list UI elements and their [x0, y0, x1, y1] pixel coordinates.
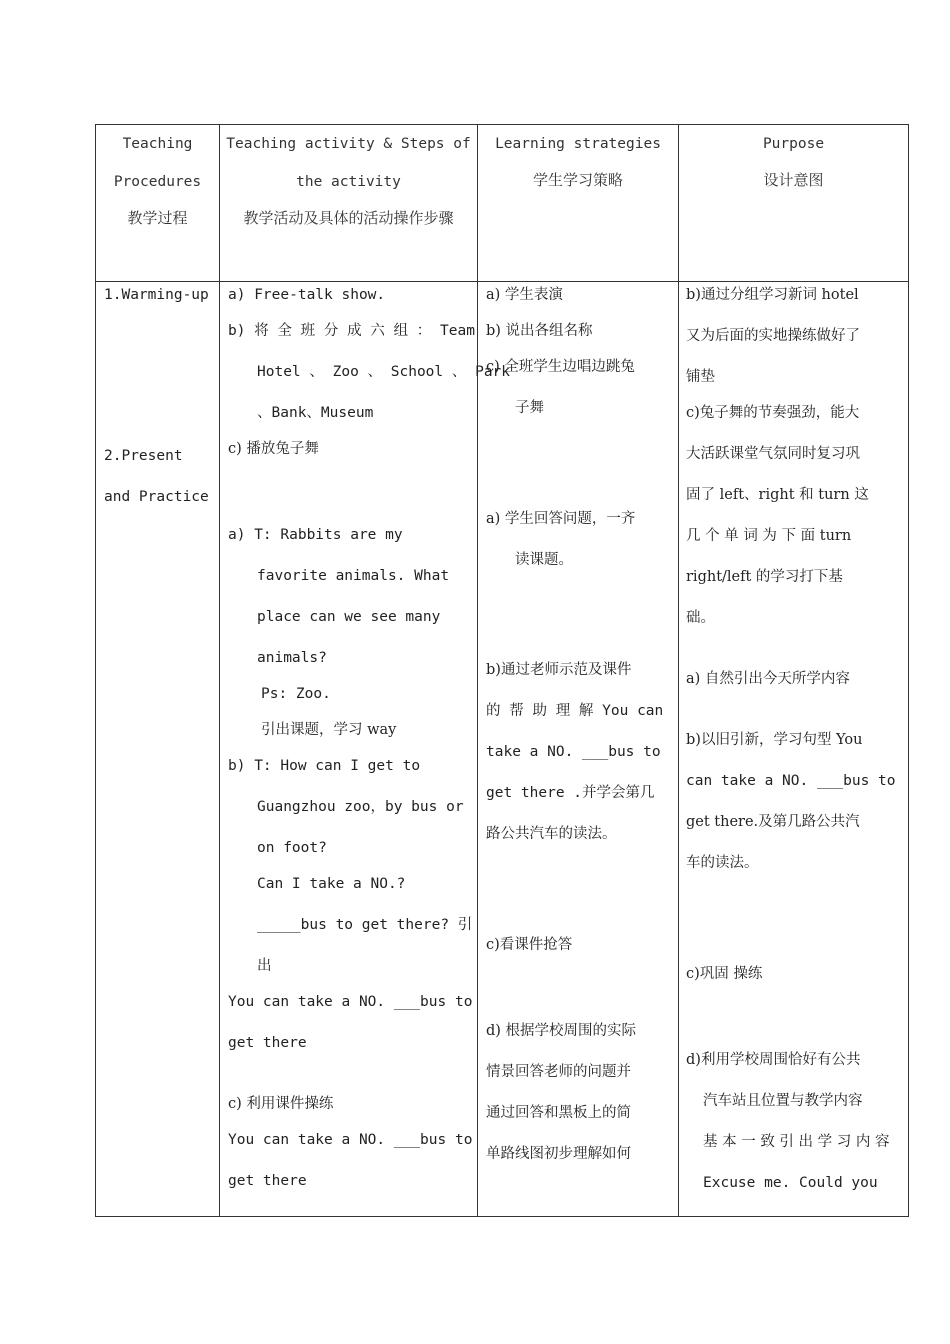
- header-text: 教学活动及具体的活动操作步骤: [243, 209, 454, 227]
- purpose-line: 几 个 单 词 为 下 面 turn: [686, 528, 852, 544]
- activity-line: 、Bank、Museum: [257, 405, 374, 421]
- activity-line: get there: [228, 1173, 307, 1189]
- purpose-line: b)通过分组学习新词 hotel: [686, 287, 859, 303]
- purpose-line: Excuse me. Could you: [703, 1175, 878, 1191]
- strategy-line: 情景回答老师的问题并: [486, 1064, 631, 1080]
- purpose-line: 铺垫: [686, 369, 715, 385]
- purpose-line: 基 本 一 致 引 出 学 习 内 容: [703, 1134, 890, 1150]
- purpose-line: c)兔子舞的节奏强劲，能大: [686, 405, 860, 421]
- procedures-cell: [96, 282, 220, 1217]
- activity-line: place can we see many: [257, 609, 441, 625]
- strategy-line: a) 学生回答问题，一齐: [486, 511, 636, 527]
- purpose-line: right/left 的学习打下基: [686, 569, 843, 585]
- header-text: 设计意图: [763, 171, 824, 189]
- header-text: Teaching activity & Steps of: [226, 136, 471, 152]
- activity-line: get there: [228, 1035, 307, 1051]
- purpose-line: d)利用学校周围恰好有公共: [686, 1052, 861, 1068]
- purpose-line: b)以旧引新，学习句型 You: [686, 732, 863, 748]
- activity-line: a) T: Rabbits are my: [228, 527, 403, 543]
- procedure-present: 2.Present: [104, 448, 183, 464]
- purpose-line: 车的读法。: [686, 855, 759, 871]
- strategy-line: b) 说出各组名称: [486, 323, 593, 339]
- header-text: Learning strategies: [495, 136, 661, 152]
- purpose-line: 又为后面的实地操练做好了: [686, 328, 860, 344]
- strategy-line: 通过回答和黑板上的简: [486, 1105, 631, 1121]
- procedure-practice: and Practice: [104, 489, 209, 505]
- header-purpose: [679, 125, 909, 282]
- header-text: 教学过程: [127, 209, 188, 227]
- activity-line: You can take a NO. ___bus to: [228, 994, 473, 1010]
- content-row: [96, 282, 909, 1217]
- strategy-line: d) 根据学校周围的实际: [486, 1023, 637, 1039]
- strategy-line: 的 帮 助 理 解 You can: [486, 703, 664, 719]
- purpose-cell: [679, 282, 909, 1217]
- header-text: the activity: [296, 174, 401, 190]
- strategy-line: 子舞: [515, 400, 544, 416]
- strategy-line: c) 全班学生边唱边跳兔: [486, 359, 635, 375]
- header-text: Purpose: [762, 136, 825, 152]
- strategy-line: 读课题。: [515, 552, 573, 568]
- activity-line: 出: [257, 958, 272, 974]
- activity-line: b) T: How can I get to: [228, 758, 421, 774]
- header-procedures: [96, 125, 220, 282]
- header-text: Procedures: [113, 174, 202, 190]
- purpose-line: a) 自然引出今天所学内容: [686, 671, 850, 687]
- activity-line: c) 利用课件操练: [228, 1096, 334, 1112]
- header-text: Teaching: [122, 136, 193, 152]
- activity-line: 引出课题，学习 way: [261, 722, 397, 738]
- activity-line: Can I take a NO.?: [257, 876, 406, 892]
- activity-line: c) 播放兔子舞: [228, 441, 319, 457]
- procedure-warming: 1.Warming-up: [104, 287, 209, 303]
- purpose-line: 汽车站且位置与教学内容: [703, 1093, 863, 1109]
- purpose-line: get there.及第几路公共汽: [686, 814, 860, 830]
- header-text: 学生学习策略: [532, 171, 623, 189]
- activity-line: on foot?: [257, 840, 327, 856]
- strategy-line: a) 学生表演: [486, 287, 563, 303]
- activity-cell: [220, 282, 511, 1217]
- activity-line: a) Free-talk show.: [228, 287, 386, 303]
- strategy-line: 路公共汽车的读法。: [486, 826, 617, 842]
- activity-line: Ps: Zoo.: [261, 686, 331, 702]
- purpose-line: can take a NO. ___bus to: [686, 773, 896, 789]
- strategy-line: 单路线图初步理解如何: [486, 1146, 631, 1162]
- activity-line: favorite animals. What: [257, 568, 450, 584]
- purpose-line: 固了 left、right 和 turn 这: [686, 487, 869, 503]
- strategies-cell: [478, 282, 679, 1217]
- activity-line: _____bus to get there? 引: [257, 917, 473, 933]
- purpose-line: 础。: [686, 610, 715, 626]
- activity-line: You can take a NO. ___bus to: [228, 1132, 473, 1148]
- strategy-line: take a NO. ___bus to: [486, 744, 661, 760]
- strategy-line: get there .并学会第几: [486, 785, 655, 801]
- header-strategies: [478, 125, 679, 282]
- activity-line: animals?: [257, 650, 327, 666]
- activity-line: Hotel 、 Zoo 、 School 、 Park: [257, 364, 511, 380]
- purpose-line: 大活跃课堂气氛同时复习巩: [686, 446, 860, 462]
- strategy-line: b)通过老师示范及课件: [486, 662, 632, 678]
- header-activity: [220, 125, 478, 282]
- strategy-line: c)看课件抢答: [486, 937, 573, 953]
- activity-line: Guangzhou zoo，by bus or: [257, 799, 464, 815]
- activity-line: b) 将 全 班 分 成 六 组 ： Team: [228, 323, 475, 339]
- lesson-plan-table: [95, 124, 909, 1217]
- purpose-line: c)巩固 操练: [686, 966, 763, 982]
- header-row: [96, 125, 909, 282]
